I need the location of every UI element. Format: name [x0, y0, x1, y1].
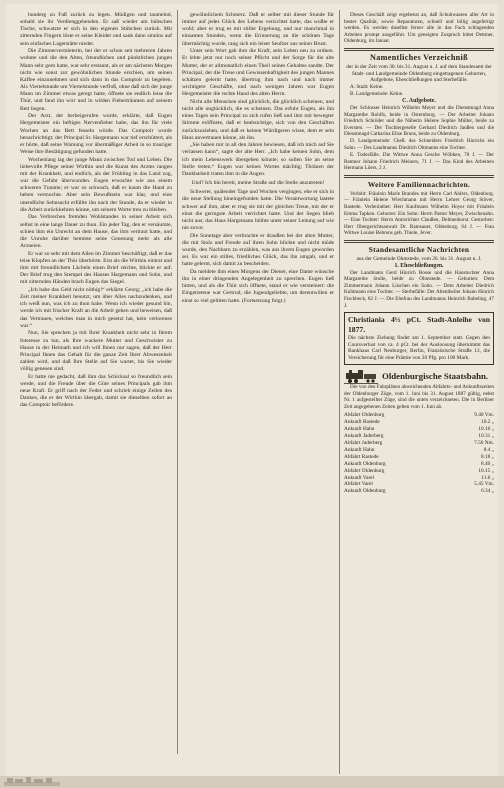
schedule-time: 6.34 „: [481, 488, 494, 495]
register-subheading: der in der Zeit vom 30. bis 31. August u. J. auf dem Standesamt der Stadt- und Landgemeinde Oldenburg eingetragenen Geburten, Aufgebote, Eheschließungen und Sterbefälle.: [346, 63, 492, 84]
schedule-time: 11.6 „: [481, 474, 494, 481]
schedule-row: [344, 468, 494, 475]
schedule-time: 9.40 Vm.: [474, 412, 494, 419]
ad-year: 1877.: [348, 324, 366, 334]
schedule-station: Ankunft Oldenburg: [344, 488, 386, 495]
locomotive-icon: [344, 368, 378, 384]
paragraph: Die Sonntage aber verbrachte er draußen bei der alten Mutter, die mit Stolz und Freude auf ihren Sohn blickte und nicht müde wurde, den Nachbarn zu erzählen, was aus ihrem Eugen geworden sei. Es war ein stilles, friedliches Glück, das ihn umgab, und er hatte gelernt, sich damit zu bescheiden.: [182, 232, 334, 268]
paragraph: hunderg zu Fuß zurück zu legen. Müdigen und taumelnd, sobald sie ihr Verdlenggebenden. Er saß wieder am hübschen Tische, schwatzte er sich in den eigenen Stübchen zurück. Mit zitternden Fingern löste er seine Kleider und sank dann sinnlos auf sein einfaches Lagerstätte nieder.: [20, 12, 172, 47]
schedule-station: Ankunft Hahn: [344, 446, 375, 453]
schedule-time: 10.16 „: [478, 426, 494, 433]
schedule-row: [344, 454, 494, 461]
dialogue-line: Und? Ich bin bereit, meine Straße auf die Stelle anzutreten!: [191, 180, 325, 187]
schedule-row: [344, 433, 494, 440]
register-heading: Namentliches Verzeichniß: [370, 52, 468, 62]
bond-advertisement: [344, 312, 494, 365]
right-column: [344, 12, 494, 772]
register-line: A. Stadt: Keine.: [350, 83, 384, 90]
paragraph: Der Arzt, der herbeigerufen wurde, erklärte, daß Eugen Hergemeister ein heftiges Nervenfieber habe, das ihn für viele Wochen an das Bett fesseln würde. Das Comptoir wurde benachrichtigt; der Principal Sr. Hargemann war tief erschüttert, als er hörte, daß seine Warnung vor übermäßiger Arbeit in so trauriger Weise ihre Bestätigung gefunden hatte.: [20, 113, 172, 155]
schedule-time: 7.50 Nm.: [474, 439, 494, 446]
divider: [344, 48, 494, 51]
railway-title: Oldenburgische Staatsbahn.: [382, 370, 489, 381]
library-watermark-icon: [4, 776, 60, 786]
schedule-station: Abfahrt Jaderberg: [344, 439, 383, 446]
schedule-row: [344, 440, 494, 447]
civil-body: [344, 270, 494, 310]
paragraph: Er hatte nie gedacht, daß ihm das Schicksal so freundlich sein werde, und die Freude über die Güte seines Principals gab ihm neue Kraft. Er griff nach der Feder und schrieb einige Zeilen des Dankes, die er der Wirthin übergab, damit sie dieselben sofort an das Comptoir befördere.: [20, 373, 172, 409]
schedule-station: Abfahrt Varel: [344, 481, 373, 488]
schedule-time: 8.40 „: [481, 460, 494, 467]
schedule-time: 10.15 „: [478, 467, 494, 474]
register-line: B. Landgemeinde: Keine.: [350, 90, 404, 97]
schedule-station: Ankunft Hahn: [344, 426, 375, 433]
paragraph: gewöhnlichem Schmerz. Daß er selber mit dieser Stunde für immer auf jedes Glück des Lebens verzichtet hatte, das wußte er wohl; aber er trug es mit stiller Ergebung, und nur manchmal in einsamen Stunden, wenn die Erinnerung an die schönen Tage übermächtig wurde, rang sich ein leiser Seufzer aus seiner Brust.: [182, 12, 334, 47]
ad-text: Die nächste Ziehung findet am 1. September statt. Gegen den Coursverlust von ca. 4 pCt. bei der Ausloosung übernimmt das Bankhaus Carl Neuburger, Berlin, Französische Straße 13, die Versicherung für eine Prämie von 20 Pfg. pro 100 Mark.: [348, 334, 490, 362]
schedule-row: [344, 447, 494, 454]
civil-text: Der Landmann Gerd Hinrich Bosse und die Haustochter Anna Margarethe Stolle, beide zu Ohmstede. — Geburten: Dem Zimmermann Johann Lüschen ein Sohn. — Dem Arbeiter Diedrich Kuhlmann eine Tochter. — Sterbefälle: Der Altentheiler Johann Hinrich Fischbeck, 82 J. — Die Ehefrau des Landmanns Heinrich Rabeling, 47 J.: [344, 269, 494, 309]
schedule-station: Ankunft Jaderberg: [344, 433, 384, 440]
schedule-table: [344, 412, 494, 495]
divider: [344, 240, 494, 243]
schedule-station: Abfahrt Oldenburg: [344, 412, 385, 419]
middle-column: [182, 12, 334, 750]
paragraph: „Sie haben mir in all den Jahren bewiesen, daß ich mich auf Sie verlassen kann“, sagte der alte Herr. „Ich habe keinen Sohn, dem ich mein Lebenswerk übergeben könnte; so sollen Sie an seine Stelle treten.“ Eugen war keines Wortes mächtig; Thränen der Dankbarkeit traten ihm in die Augen.: [182, 142, 334, 177]
paragraph: Nicht alle Menschen sind glücklich, die glücklich scheinen, und nicht alle unglücklich, die es scheinen. Das erfuhr Eugen, als ihn eines Tages sein Principal zu sich rufen ließ und ihm mit bewegter Stimme eröffnete, daß er beabsichtige, sich von den Geschäften zurückzuziehen, und daß er keinen Würdigeren wisse, dem er sein Haus anvertrauen könne, als ihn.: [182, 98, 334, 141]
railway-header: [344, 368, 494, 384]
paragraph: „Ich habe das Geld nicht nöthig!“ erklärte Georg; „ich habe die Zeit meiner Krankheit benutzt, um über Alles nachzudenken, und ich weiß nun, was ich zu thun habe. Wenn ich wieder gesund bin, werde ich mit frischer Kraft an die Arbeit gehen und beweisen, daß das Vertrauen, welches man in mich gesetzt hat, kein verlorenes war.“: [20, 286, 172, 329]
divider: [344, 175, 494, 178]
notice-text: Dieses Geschäft zeigt ergebenst an, daß Schuhwaaren aller Art in bester Qualität, sowie Reparaturen, schnell und billig angefertigt werden. Es werden daselbst ferner alle in das Fach schlagenden Arbeiten prompt ausgeführt. Um geneigten Zuspruch bittet Dettmer, Oldenburg, im Januar.: [344, 12, 494, 45]
railway-timetable: [344, 368, 494, 495]
schedule-time: 8.18 „: [481, 453, 494, 460]
paragraph: Er war so sehr mit dem Allen im Zimmer beschäftigt, daß er das leise Klopfen an der Thür überhörte. Erst als die Wirthin eintrat und ihm mit freundlichem Lächeln einen Brief reichte, blickte er auf. Der Brief trug den Stempel des Hauses Hargemann und Sohn, und mit zitternden Händen brach Eugen das Siegel.: [20, 250, 172, 286]
register-text: Der Schlosser Heinrich Wilhelm Meyer und die Dienstmagd Anna Margarethe Rohlfs, beide in Osternburg. — Der Arbeiter Johann Friedrich Schröder und die Näherin Helene Sophie Müller, beide zu Eversten. — Der Tischlergeselle Gerhard Diedrich Janßen und die Dienstmagd Catharina Elise Bruns, beide zu Oldenburg.: [344, 104, 494, 138]
newspaper-page: [6, 4, 498, 784]
register-line: D. Landgemeinde: Cheß. des Schneiders Friedrich Hinrichs ein Sohn. — Des Landmanns Diedrich Oltmanns eine Tochter.: [344, 138, 494, 151]
paragraph: Das Verbrechen fremden Wohlstandes in seiner Arbeit sich selbst in eine lange Dauer zu thun. Ein jeder Tag, den er versäumte, schien ihm ein Unrecht an dem Hause, das ihm vertraut hatte, und die Unruhe darüber hemmte seine Genesung mehr als alle Arzneien.: [20, 214, 172, 249]
register-body: [344, 84, 494, 172]
paragraph: Da meldete ihm eines Morgens der Diener, eine Dame wünsche ihn in einer dringenden Angelegenheit zu sprechen. Eugen ließ bitten, und als die Thür sich öffnete, stand er wie versteinert: die Eingetretene war Gertrud, die Jugendgeliebte, um derentwillen er einst so viel gelitten hatte. (Fortsetzung folgt.): [182, 268, 334, 304]
civil-section-title: 1. Eheschließungen.: [394, 262, 444, 269]
schedule-time: 10.31 „: [478, 433, 494, 440]
family-heading: Weitere Familiennachrichten.: [367, 179, 471, 189]
family-text: Verlobt: Fräulein Marie Brandes mit Herrn Carl Ahlers, Oldenburg. — Fräulein Helene Wiechmann mit Herrn Lehrer Georg Stöver, Rastede. Verheirathet: Herr Kaufmann Wilhelm Hoyer mit Fräulein Emma Tapken. Geboren: Ein Sohn: Herrn Pastor Meyer, Zwischenahn. — Eine Tochter: Herrn Amtsrichter Claußen, Delmenhorst. Gestorben: Herr Obergerichtsanwalt Dr. Ramsauer, Oldenburg, 64 J. — Frau Wittwe Louise Behrens geb. Thiele, Jever.: [344, 190, 494, 237]
civil-heading: Standesamtliche Nachrichten: [368, 245, 470, 255]
paragraph: Nun, Sie sprechen ja mit Ihrer Krankheit nicht sehr in Ihrem Interesse zu tun, als Ihre wackere Mutter und Geschwister zu Hause in der Heimath und ich will Ihnen nur sagen, daß der Herr Principal Ihnen das Gehalt für die ganze Zeit Ihrer Abwesenheit zahlen wird, und daß Ihre Stelle auf Sie wartet, bis Sie wieder völlig genesen sind.: [20, 330, 172, 373]
schedule-time: 5.45 Vm.: [474, 481, 494, 488]
paragraph: Unter sein Wort gab ihm die Kraft, sein Leben neu zu ordnen. Er lebte jetzt nur noch seiner Pflicht und der Sorge für die alte Mutter, der er allmonatlich einen Theil seines Gehaltes sandte. Der Principal, der die Treue und Gewissenhaftigkeit des jungen Mannes schätzen gelernt hatte, übertrug ihm nach und nach immer wichtigere Geschäfte, und nach wenigen Jahren war Eugen Hergemeister die rechte Hand des alten Herrn.: [182, 48, 334, 98]
schedule-station: Abfahrt Rastede: [344, 453, 379, 460]
schedule-row: [344, 488, 494, 495]
schedule-row: [344, 461, 494, 468]
schedule-time: 8.4 „: [483, 446, 494, 453]
schedule-station: Ankunft Rastede: [344, 419, 380, 426]
paragraph: Die Zimmervermieterin, bei der er schon seit mehreren Jahren wohnte und die den Alten, freundlichen und pünktlichen jungen Mann sehr gern hatte, war sehr erstaunt, als er am nächsten Morgen nicht wie sonst zur gewöhnlichen Stunde erschien, um seinen Kaffee einzunehmen und sich dann in das Comptoir zu begeben. Als Viertelstunde um Viertelstunde verfloß, ohne daß sich der junge Mann im Zimmer etwas geregt hatte, öffnete sie endlich leise die Thür, und fand ihn wirr und in wilden Fieberträumen auf seinem Bett liegen.: [20, 48, 172, 112]
schedule-station: Abfahrt Oldenburg: [344, 467, 385, 474]
paragraph: Wochenlang lag der junge Mann zwischen Tod und Leben. Die liebevolle Pflege seiner Wirthin und die Kunst des Arztes rangen mit der Krankheit, und endlich, als der Frühling in das Land zog, war die Gefahr überwunden. Eugen erwachte wie aus einem schweren Traume; er war so schwach, daß er kaum die Hand zu heben vermochte. Aber sein Bewußtsein war klar, und eine unendliche Sehnsucht erfüllte ihn nach der Stunde, da er wieder in die Arbeit zurückkehren könne, um seinem Worte treu zu bleiben.: [20, 156, 172, 213]
railway-intro: [344, 384, 494, 410]
schedule-time: 10.2 „: [481, 419, 494, 426]
scan-footer: [0, 776, 504, 788]
ad-headline: Christiania 4½ pCt. Stadt-Anleihe von: [348, 315, 490, 325]
intro-notice: [344, 12, 494, 45]
family-body: [344, 191, 494, 237]
column-rule-right: [339, 10, 340, 774]
column-rule-left: [177, 10, 178, 754]
left-column: [20, 12, 172, 750]
civil-subheading: aus der Gemeinde Ohmstede, vom 26. bis 31. August n. J.: [356, 256, 482, 263]
schedule-station: Ankunft Oldenburg: [344, 460, 386, 467]
schedule-station: Ankunft Varel: [344, 474, 375, 481]
register-line: E. Todesfälle. Die Wittwe Anna Gesche Wöbken, 78 J. — Der Rentner Johann Friedrich Meiners, 71 J. — Das Kind des Arbeiters Hermann Lüers, 2 J.: [344, 152, 494, 172]
railway-text: Die von den Fahrplänen abweichenden Abfahrts- und Ankunftszeiten der Oldenburger Züge, vom 1. Juni bis 31. August 1887 gültig, nebst Nr. 1 aufgestellter Züge, sind die unten verzeichneten. Die in Berliner Zeit angegebenen Zeiten gelten vom 1. Juni ab.: [344, 383, 494, 410]
paragraph: Schwerer, quälender Tage und Wochen vergingen, ehe er sich in die neue Stellung hineingefunden hatte. Die Verantwortung lastete schwer auf ihm, aber er trug sie mit der gleichen Treue, mit der er einst die geringste Arbeit verrichtet hatte. Und der Segen blieb nicht aus; das Haus Hargemann blühte unter seiner Leitung auf wie nie zuvor.: [182, 189, 334, 232]
register-section-title: C. Aufgebote.: [402, 97, 436, 104]
